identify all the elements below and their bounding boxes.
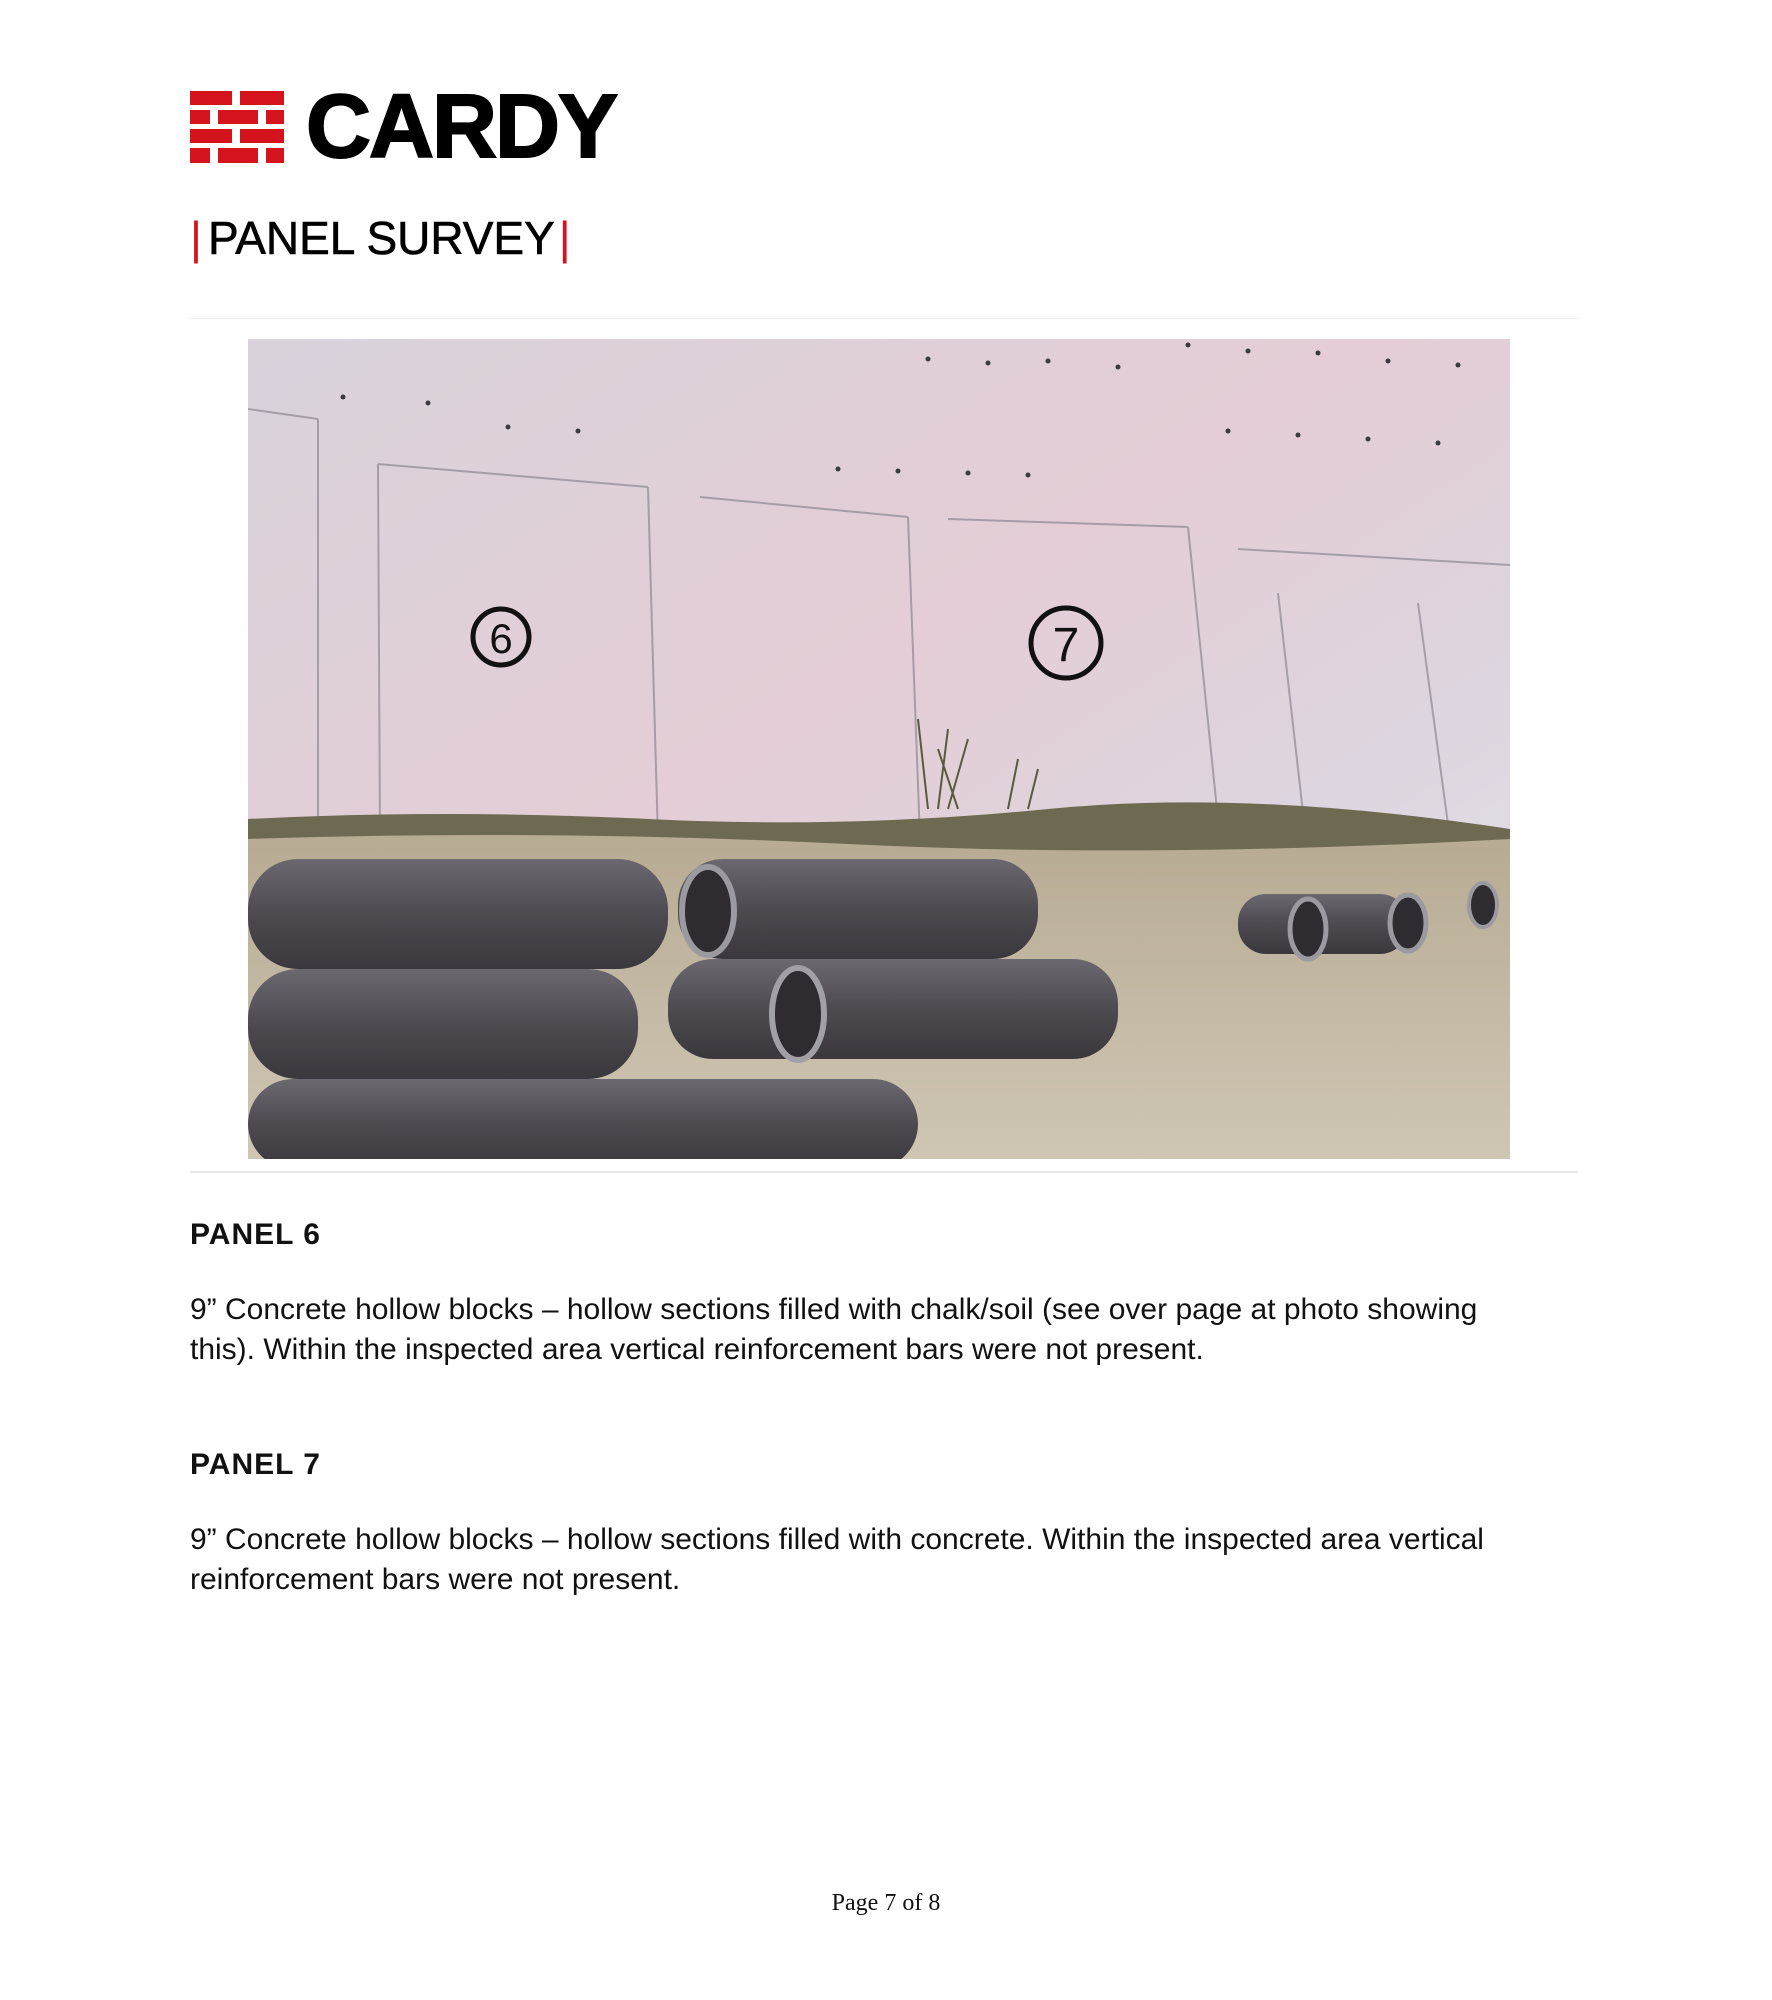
section-title-text: PANEL SURVEY	[207, 212, 555, 264]
photo-frame	[190, 318, 1578, 1173]
section-title	[190, 210, 571, 266]
title-bar-right: |	[558, 212, 571, 264]
panel-6-description	[190, 1290, 1590, 1370]
panel-6-heading: PANEL 6	[190, 1218, 321, 1251]
title-bar-left: |	[190, 212, 202, 264]
panel-7-line-1: 9” Concrete hollow blocks – hollow sections filled with concrete. Within the inspected area vertical	[190, 1523, 1484, 1556]
page-number: Page 7 of 8	[831, 1890, 941, 1916]
brick-logo-icon	[190, 91, 284, 163]
company-name: CARDY	[306, 77, 617, 177]
panel-marker-6-label: 6	[489, 615, 513, 662]
site-photo	[248, 339, 1510, 1159]
panel-7-description	[190, 1520, 1590, 1600]
panel-6-line-1: 9” Concrete hollow blocks – hollow sections filled with chalk/soil (see over page at photo showing	[190, 1293, 1478, 1326]
panel-6-line-2: this). Within the inspected area vertical reinforcement bars were not present.	[190, 1333, 1204, 1366]
panel-7-line-2: reinforcement bars were not present.	[190, 1563, 681, 1596]
panel-7-heading: PANEL 7	[190, 1448, 321, 1481]
panel-marker-7-label: 7	[1052, 619, 1080, 672]
company-logo	[190, 77, 617, 177]
